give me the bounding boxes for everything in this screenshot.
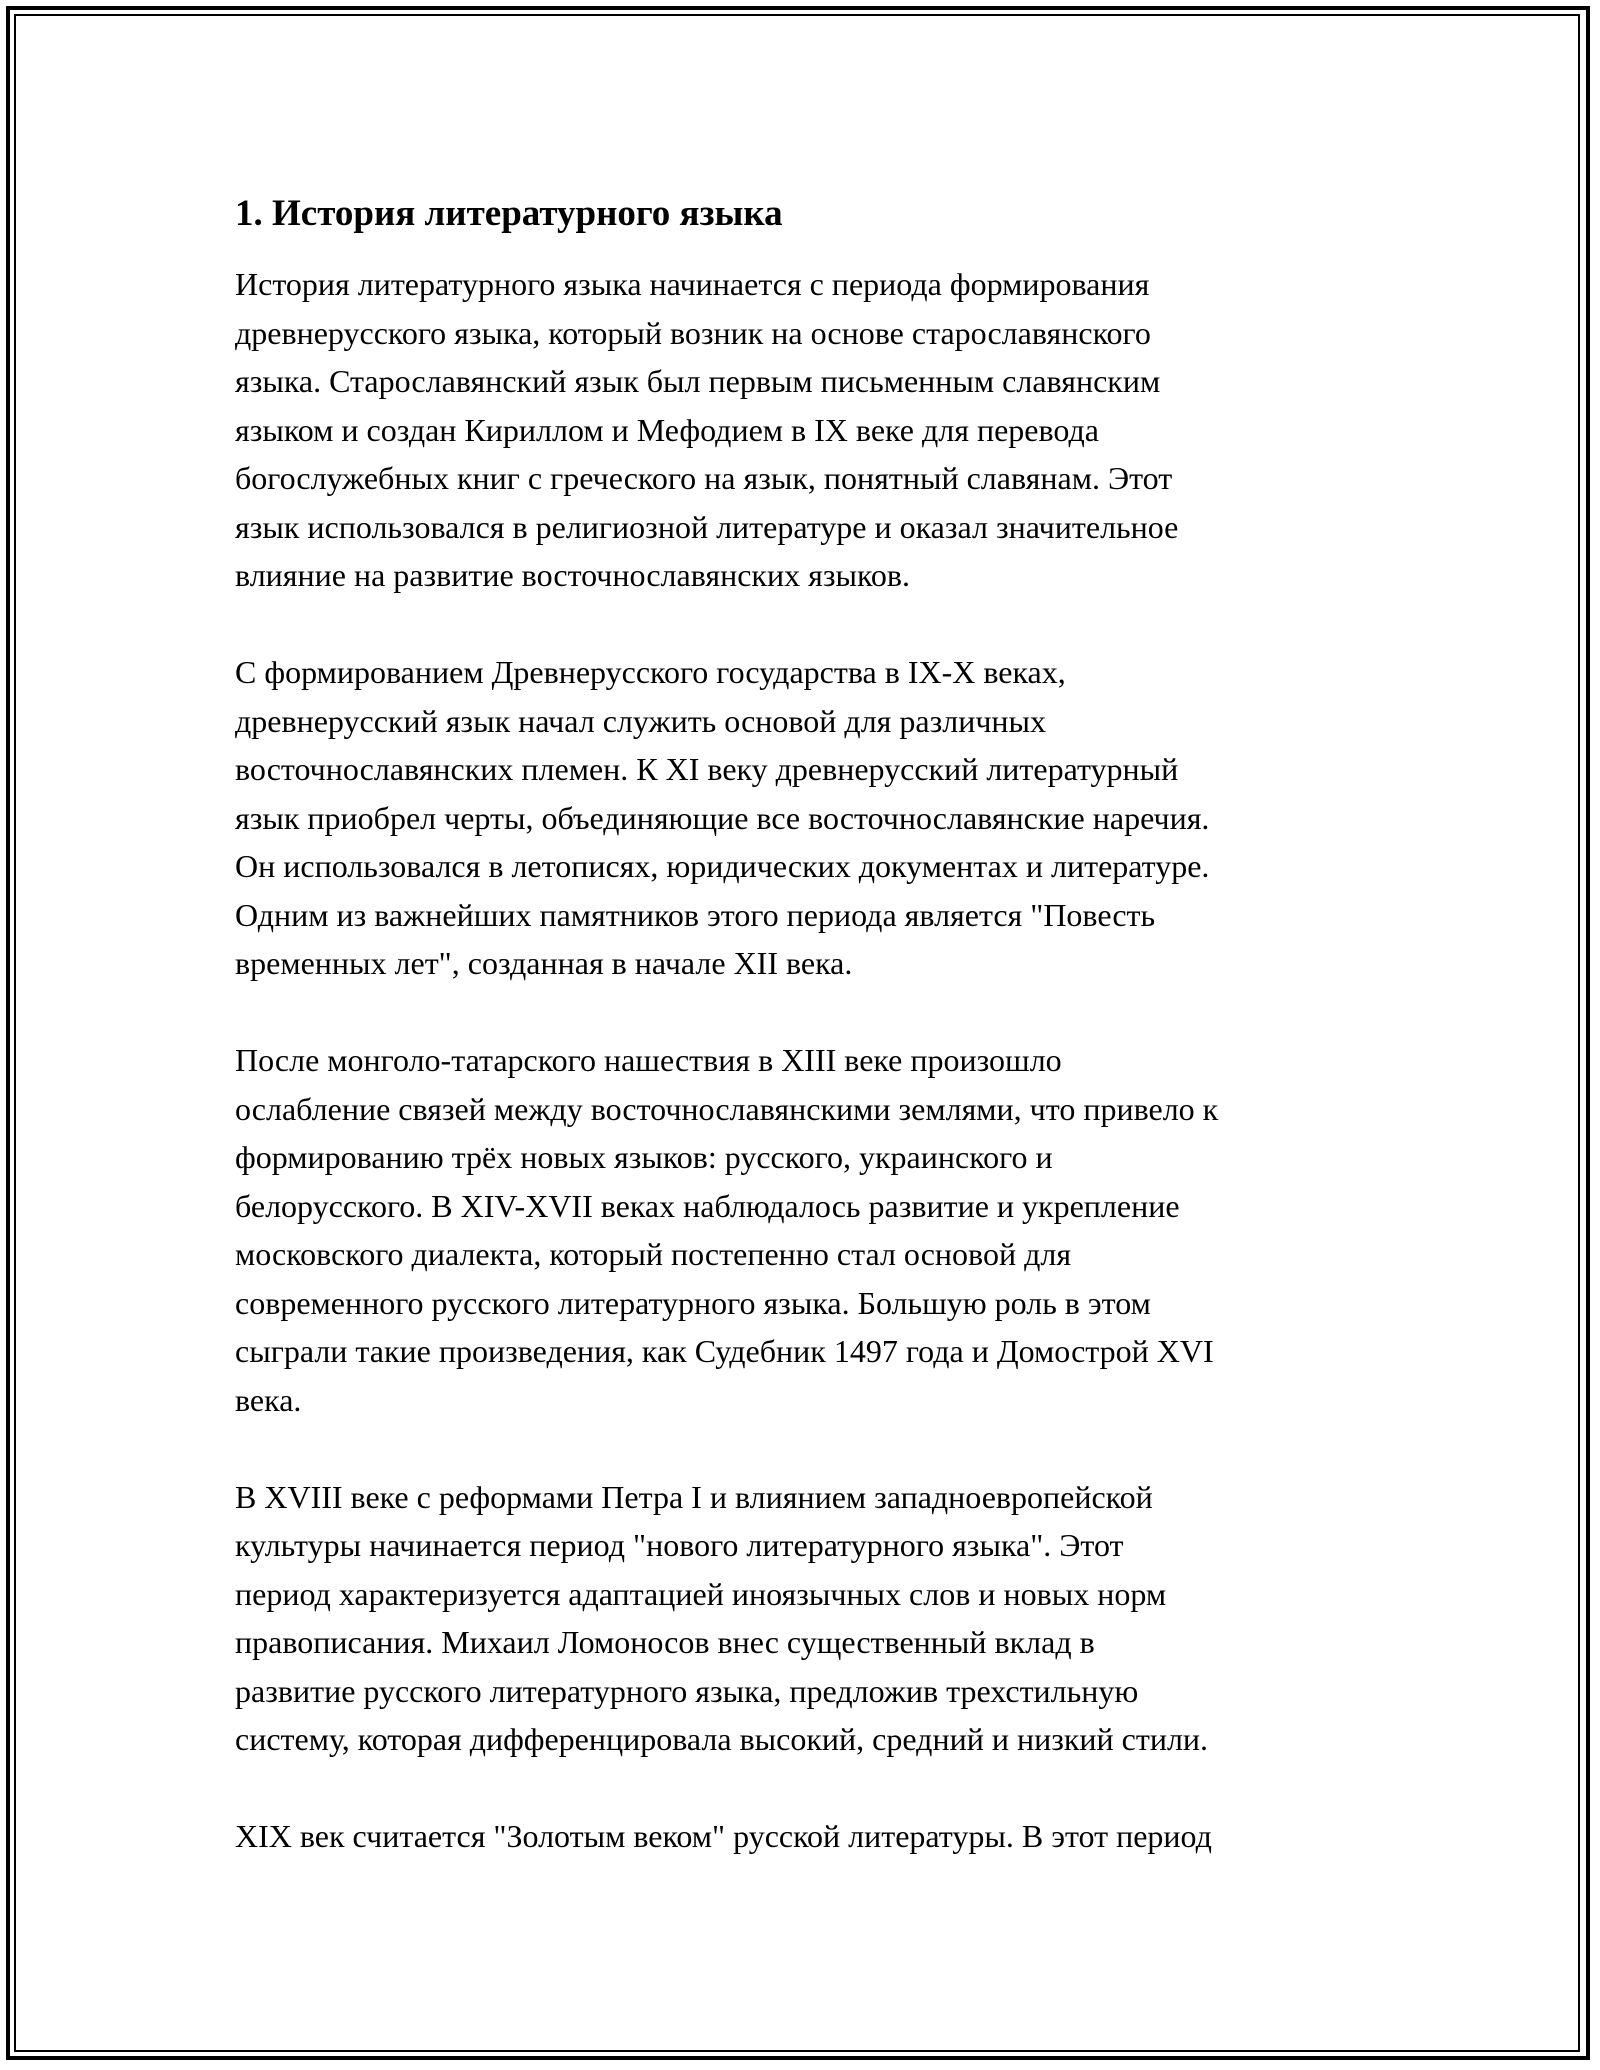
text-line: правописания. Михаил Ломоносов внес существенный вклад в: [235, 1624, 1095, 1660]
text-line: период характеризуется адаптацией иноязычных слов и новых норм: [235, 1575, 1167, 1612]
text-line: влияние на развитие восточнославянских языков.: [235, 557, 910, 593]
text-line: язык приобрел черты, объединяющие все восточнославянские наречия.: [235, 799, 1210, 836]
text-line: богослужебных книг с греческого на язык, понятный славянам. Этот: [235, 460, 1173, 496]
text-line: восточнославянских племен. К XI веку древнерусский литературный: [235, 751, 1179, 787]
text-line: XIX век считается "Золотым веком" русской литературы. В этот период: [235, 1818, 1212, 1854]
text-line: языком и создан Кириллом и Мефодием в IX веке для перевода: [235, 411, 1099, 448]
text-line: века.: [235, 1381, 302, 1418]
text-line: В XVIII веке с реформами Петра I и влиянием западноевропейской: [235, 1478, 1153, 1515]
section-heading: 1. История литературного языка: [235, 193, 783, 234]
text-line: языка. Старославянский язык был первым письменным славянским: [235, 363, 1161, 399]
text-line: Он использовался в летописях, юридических документах и литературе.: [235, 848, 1210, 884]
text-line: систему, которая дифференцировала высокий, средний и низкий стили.: [235, 1721, 1209, 1757]
text-line: современного русского литературного языка. Большую роль в этом: [235, 1284, 1151, 1321]
paragraph-5: [235, 1812, 1370, 1861]
text-line: язык использовался в религиозной литературе и оказал значительное: [235, 508, 1179, 545]
text-line: История литературного языка начинается с периода формирования: [235, 266, 1150, 302]
text-line: После монголо-татарского нашествия в XIII веке произошло: [235, 1042, 1062, 1078]
text-line: сыграли такие произведения, как Судебник 1497 года и Домострой XVI: [235, 1333, 1214, 1369]
text-line: московского диалекта, который постепенно стал основой для: [235, 1236, 1072, 1272]
text-line: Одним из важнейших памятников этого периода является "Повесть: [235, 896, 1156, 933]
text-line: древнерусский язык начал служить основой для различных: [235, 702, 1047, 739]
text-line: формированию трёх новых языков: русского, украинского и: [235, 1139, 1053, 1175]
paragraph-3: [235, 1036, 1370, 1424]
text-line: древнерусского языка, который возник на основе старославянского: [235, 314, 1151, 351]
text-line: белорусского. В XIV-XVII веках наблюдалось развитие и укрепление: [235, 1187, 1180, 1224]
paragraph-4: [235, 1473, 1370, 1764]
text-line: С формированием Древнерусского государства в IX-X веках,: [235, 654, 1066, 690]
document-page: [235, 190, 1370, 1909]
text-line: ослабление связей между восточнославянскими землями, что привело к: [235, 1090, 1219, 1127]
paragraph-1: [235, 260, 1370, 600]
paragraph-2: [235, 648, 1370, 988]
text-line: культуры начинается период "нового литературного языка". Этот: [235, 1527, 1124, 1563]
text-line: временных лет", созданная в начале XII века.: [235, 945, 853, 981]
text-line: развитие русского литературного языка, предложив трехстильную: [235, 1672, 1139, 1709]
